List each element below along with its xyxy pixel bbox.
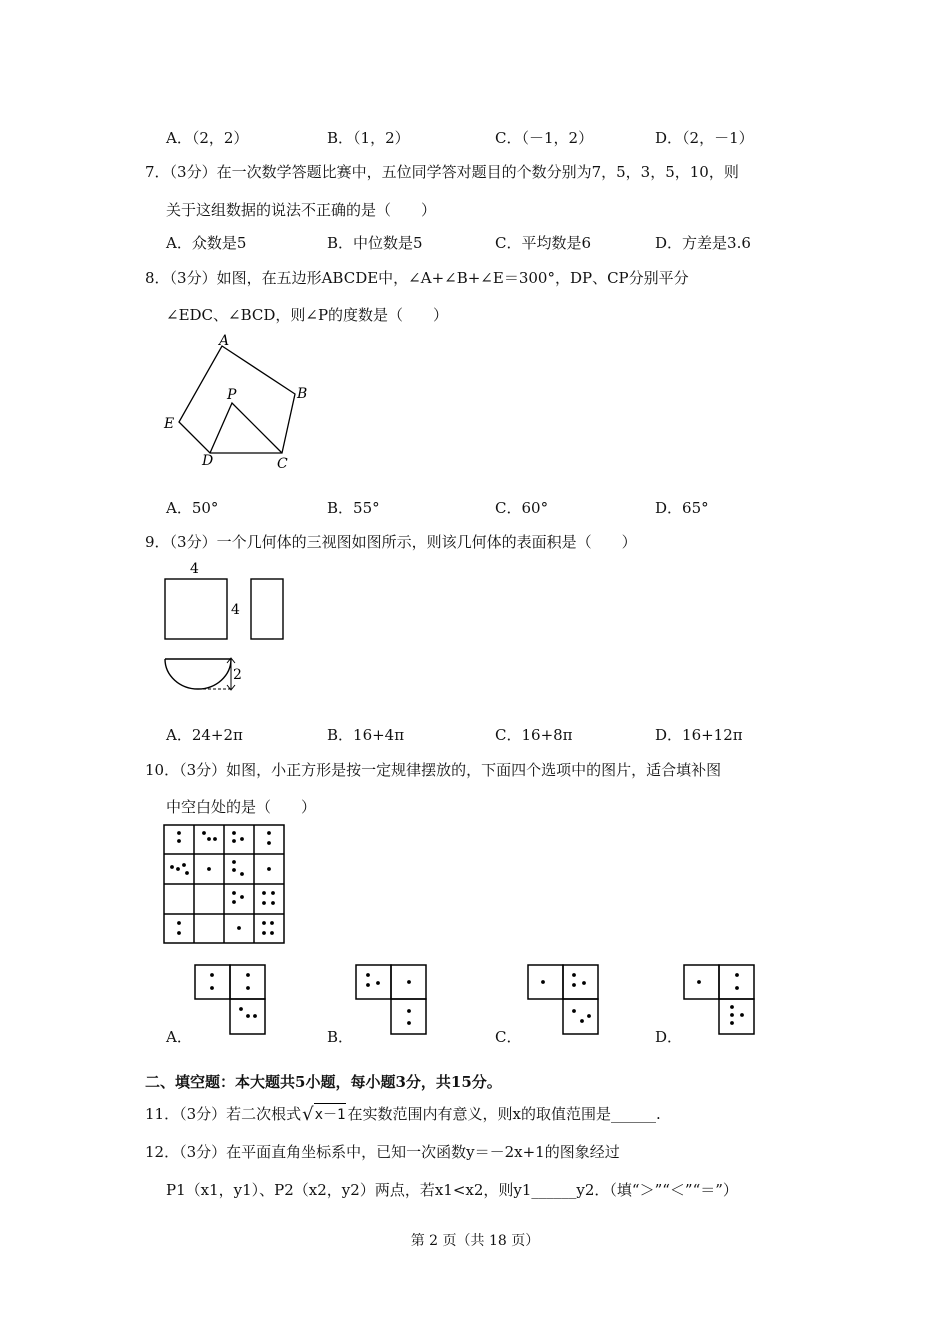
q10-figure-b <box>354 963 429 1038</box>
pentagon-figure <box>155 328 325 473</box>
q10-stem-line2: 中空白处的是（ ） <box>166 798 317 816</box>
q6-option-b[interactable]: B．（1，2） <box>327 129 410 147</box>
section-heading: 二、填空题：本大题共5小题，每小题3分，共15分。 <box>145 1073 502 1091</box>
q6-option-a[interactable]: A．（2，2） <box>166 129 249 147</box>
q8-stem-line2: ∠EDC、∠BCD，则∠P的度数是（ ） <box>166 306 449 324</box>
page-footer: 第 2 页（共 18 页） <box>410 1233 540 1249</box>
dim-height-label: 2 <box>233 667 242 683</box>
label-d: D <box>202 453 214 469</box>
q8-option-b[interactable]: B．55° <box>327 499 380 517</box>
dot-pattern-grid <box>163 824 287 948</box>
q7-option-b[interactable]: B．中位数是5 <box>327 234 423 252</box>
q7-stem-line2: 关于这组数据的说法不正确的是（ ） <box>166 201 437 219</box>
label-a: A <box>219 333 230 349</box>
q10-option-a[interactable]: A． <box>166 1028 192 1046</box>
q10-figure-a <box>193 963 268 1038</box>
q7-option-d[interactable]: D．方差是3.6 <box>655 234 751 252</box>
label-e: E <box>164 416 175 432</box>
label-p: P <box>227 387 237 403</box>
q9-option-a[interactable]: A．24+2π <box>166 726 243 744</box>
q7-option-a[interactable]: A．众数是5 <box>166 234 247 252</box>
q6-option-d[interactable]: D．（2，－1） <box>655 129 754 147</box>
q9-option-c[interactable]: C．16+8π <box>495 726 573 744</box>
q12-stem-line2: P1（x1，y1）、P2（x2，y2）两点，若x1<x2，则y1______y2．（填“＞”“＜”“＝”） <box>166 1181 738 1199</box>
sqrt-sign-icon: √ <box>302 1104 314 1125</box>
dim-top-label: 4 <box>190 561 199 577</box>
q7-stem-line1: 7．（3分）在一次数学答题比赛中，五位同学答对题目的个数分别为7，5，3，5，10，则 <box>145 163 739 181</box>
q9-stem: 9．（3分）一个几何体的三视图如图所示，则该几何体的表面积是（ ） <box>145 533 637 551</box>
sqrt-expression <box>302 1103 346 1124</box>
q11-prefix: 11．（3分）若二次根式 <box>145 1105 302 1123</box>
q8-option-c[interactable]: C．60° <box>495 499 549 517</box>
q10-option-d[interactable]: D． <box>655 1028 683 1046</box>
q11-suffix: 在实数范围内有意义，则x的取值范围是______. <box>347 1105 661 1123</box>
q8-option-a[interactable]: A．50° <box>166 499 219 517</box>
question-11 <box>145 1103 661 1124</box>
q10-figure-c <box>526 963 601 1038</box>
q8-option-d[interactable]: D．65° <box>655 499 709 517</box>
q9-option-b[interactable]: B．16+4π <box>327 726 405 744</box>
q10-figure-d <box>682 963 757 1038</box>
q7-option-c[interactable]: C．平均数是6 <box>495 234 592 252</box>
label-c: C <box>277 456 288 472</box>
q10-stem-line1: 10．（3分）如图，小正方形是按一定规律摆放的，下面四个选项中的图片，适合填补图 <box>145 761 722 779</box>
dim-side-label: 4 <box>231 602 240 618</box>
q6-option-c[interactable]: C．（－1，2） <box>495 129 594 147</box>
q10-option-b[interactable]: B． <box>327 1028 354 1046</box>
q10-option-c[interactable]: C． <box>495 1028 522 1046</box>
q12-stem-line1: 12．（3分）在平面直角坐标系中，已知一次函数y＝－2x+1的图象经过 <box>145 1143 620 1161</box>
q8-stem-line1: 8．（3分）如图，在五边形ABCDE中，∠A+∠B+∠E＝300°，DP、CP分别平分 <box>145 269 689 287</box>
label-b: B <box>297 386 308 402</box>
q11-radicand: x－1 <box>314 1103 347 1124</box>
q9-option-d[interactable]: D．16+12π <box>655 726 743 744</box>
three-view-figure <box>155 555 295 695</box>
